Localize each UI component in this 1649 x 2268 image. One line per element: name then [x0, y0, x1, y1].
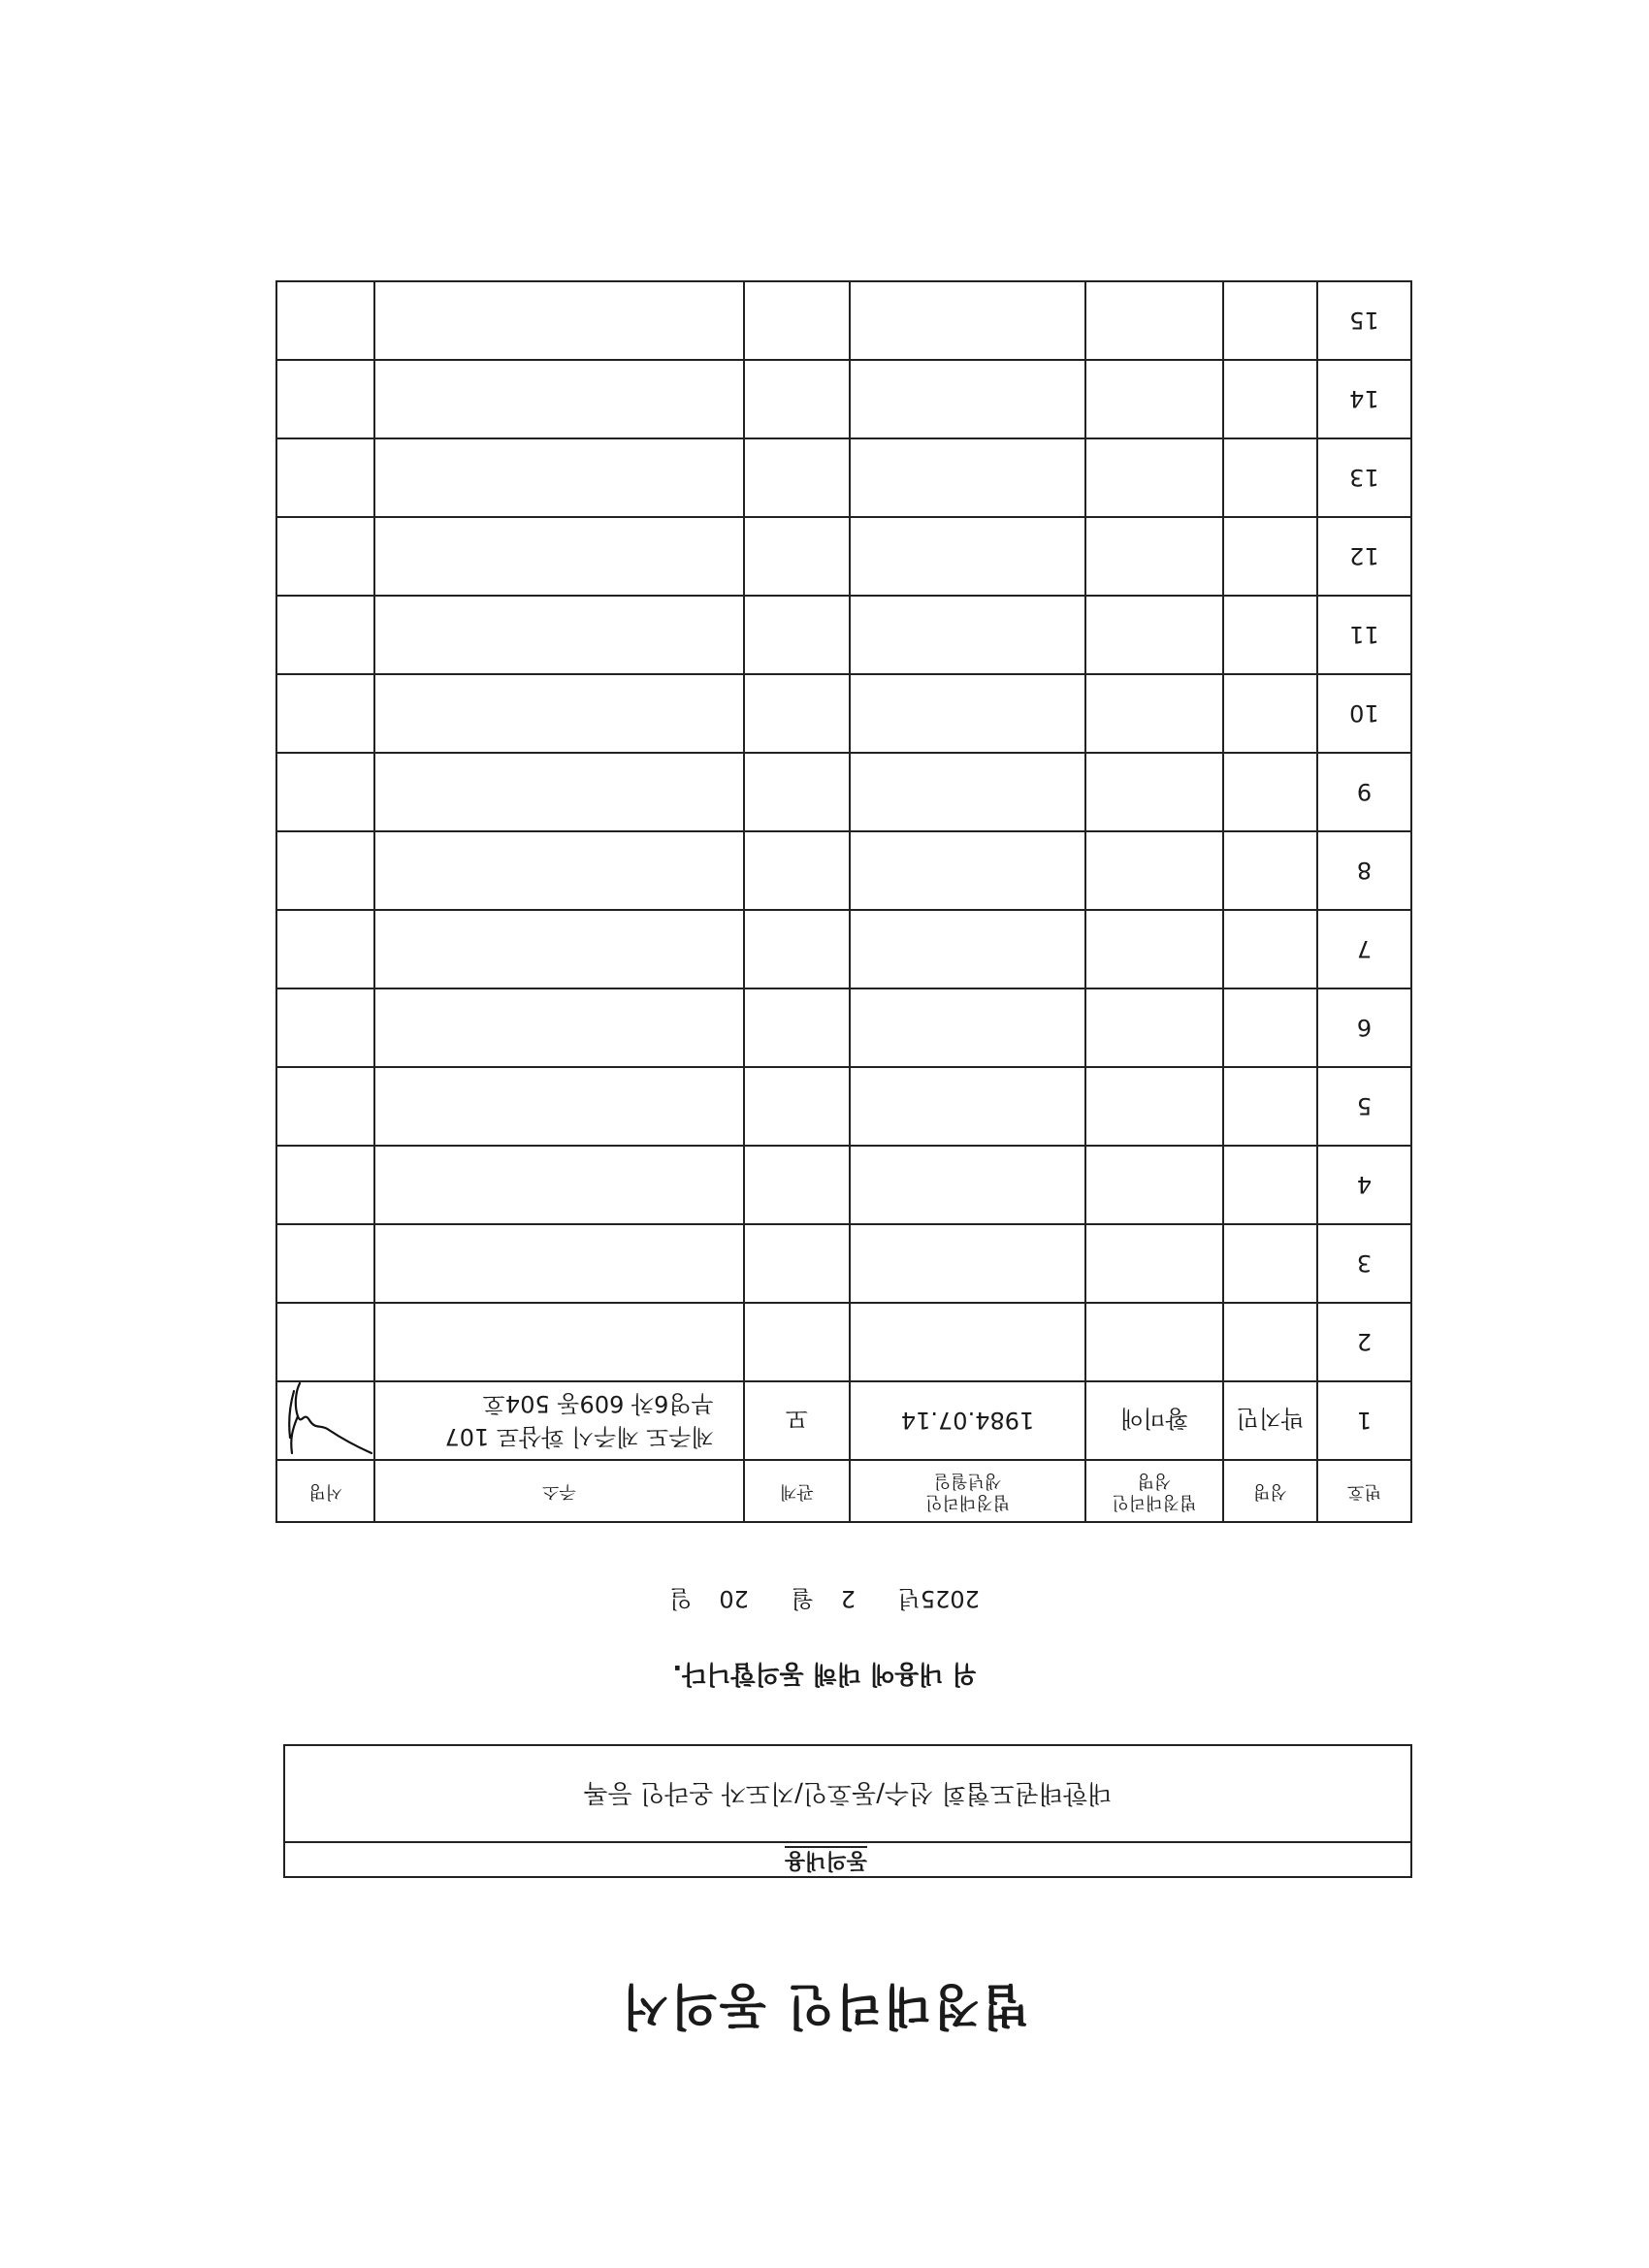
cell-relation	[744, 674, 850, 753]
cell-guardian-name	[1085, 831, 1223, 910]
table-row	[276, 1067, 1411, 1146]
address-line2: 부영6차 609동 504호	[482, 1390, 714, 1418]
cell-name	[1223, 517, 1317, 596]
cell-relation	[744, 517, 850, 596]
cell-no: 10	[1317, 674, 1411, 753]
cell-name	[1223, 831, 1317, 910]
cell-guardian-birth	[850, 438, 1085, 517]
cell-name	[1223, 360, 1317, 438]
cell-guardian-birth	[850, 1067, 1085, 1146]
table-row	[276, 281, 1411, 360]
cell-guardian-birth	[850, 910, 1085, 988]
cell-name	[1223, 1067, 1317, 1146]
date-year: 2025년	[897, 1585, 980, 1612]
table-row	[276, 831, 1411, 910]
cell-address	[374, 360, 744, 438]
cell-name	[1223, 1303, 1317, 1381]
address-line1: 제주도 제주시 화삼로 107	[444, 1423, 714, 1451]
cell-signature	[276, 360, 374, 438]
table-row	[276, 988, 1411, 1067]
cell-no: 2	[1317, 1303, 1411, 1381]
cell-signature	[276, 438, 374, 517]
cell-no: 7	[1317, 910, 1411, 988]
cell-guardian-birth	[850, 360, 1085, 438]
header-address: 주소	[374, 1460, 744, 1522]
cell-guardian-name	[1085, 1224, 1223, 1303]
cell-address	[374, 1224, 744, 1303]
cell-no: 15	[1317, 281, 1411, 360]
cell-guardian-birth	[850, 517, 1085, 596]
cell-address	[374, 517, 744, 596]
header-name: 성명	[1223, 1460, 1317, 1522]
cell-relation	[744, 438, 850, 517]
signature-icon	[276, 1382, 373, 1459]
cell-relation	[744, 1067, 850, 1146]
cell-relation	[744, 831, 850, 910]
cell-signature	[276, 674, 374, 753]
cell-relation	[744, 988, 850, 1067]
cell-guardian-name	[1085, 988, 1223, 1067]
cell-no: 3	[1317, 1224, 1411, 1303]
cell-signature	[276, 831, 374, 910]
cell-signature	[276, 910, 374, 988]
cell-signature	[276, 1303, 374, 1381]
header-guardian-name	[1085, 1460, 1223, 1522]
cell-name	[1223, 438, 1317, 517]
cell-no: 11	[1317, 596, 1411, 674]
cell-name	[1223, 596, 1317, 674]
cell-name	[1223, 988, 1317, 1067]
cell-guardian-name	[1085, 910, 1223, 988]
header-guardian-name-line2: 성명	[1137, 1471, 1172, 1491]
cell-no: 4	[1317, 1146, 1411, 1224]
cell-no: 5	[1317, 1067, 1411, 1146]
cell-relation: 모	[744, 1381, 850, 1460]
cell-guardian-name	[1085, 438, 1223, 517]
cell-signature	[276, 1067, 374, 1146]
document-title: 법정대리인 동의서	[620, 1978, 1029, 2034]
cell-signature	[276, 596, 374, 674]
cell-relation	[744, 1224, 850, 1303]
table-row	[276, 1381, 1411, 1460]
cell-guardian-birth	[850, 281, 1085, 360]
cell-relation	[744, 910, 850, 988]
consent-content: 대한태권도협회 선수/동호인/지도자 온라인 등록	[583, 1778, 1113, 1807]
cell-relation	[744, 1146, 850, 1224]
cell-name	[1223, 674, 1317, 753]
cell-guardian-name	[1085, 596, 1223, 674]
cell-address	[374, 596, 744, 674]
cell-relation	[744, 596, 850, 674]
table-row	[276, 1303, 1411, 1381]
cell-relation	[744, 360, 850, 438]
cell-no: 6	[1317, 988, 1411, 1067]
cell-guardian-name	[1085, 517, 1223, 596]
cell-signature	[276, 1381, 374, 1460]
cell-guardian-birth	[850, 674, 1085, 753]
date-month: 2	[840, 1585, 856, 1612]
cell-address	[374, 753, 744, 831]
table-row	[276, 674, 1411, 753]
header-guardian-birth-line2: 생년월일	[933, 1471, 1002, 1491]
table-header-row	[276, 1460, 1411, 1522]
table-row	[276, 360, 1411, 438]
cell-guardian-birth: 1984.07.14	[850, 1381, 1085, 1460]
consent-heading	[285, 1841, 1410, 1876]
header-guardian-birth-line1: 법정대리인	[925, 1492, 1011, 1512]
cell-guardian-name	[1085, 360, 1223, 438]
table-row	[276, 438, 1411, 517]
cell-no: 14	[1317, 360, 1411, 438]
cell-guardian-birth	[850, 1224, 1085, 1303]
table-row	[276, 517, 1411, 596]
cell-no: 12	[1317, 517, 1411, 596]
cell-signature	[276, 281, 374, 360]
cell-guardian-birth	[850, 831, 1085, 910]
cell-address	[374, 831, 744, 910]
cell-guardian-name	[1085, 281, 1223, 360]
date-day-unit: 일	[669, 1585, 693, 1612]
cell-address	[374, 910, 744, 988]
cell-signature	[276, 753, 374, 831]
cell-guardian-name	[1085, 1146, 1223, 1224]
cell-name: 박지민	[1223, 1381, 1317, 1460]
cell-address	[374, 281, 744, 360]
header-guardian-name-line1: 법정대리인	[1112, 1492, 1197, 1512]
table-row	[276, 910, 1411, 988]
cell-signature	[276, 1146, 374, 1224]
consent-heading-text: 동의내용	[784, 1848, 867, 1872]
cell-guardian-birth	[850, 596, 1085, 674]
header-relation: 관계	[744, 1460, 850, 1522]
cell-guardian-birth	[850, 988, 1085, 1067]
cell-no: 1	[1317, 1381, 1411, 1460]
cell-guardian-name	[1085, 1303, 1223, 1381]
cell-name	[1223, 753, 1317, 831]
cell-guardian-name	[1085, 1067, 1223, 1146]
header-signature: 서명	[276, 1460, 374, 1522]
cell-address	[374, 1146, 744, 1224]
cell-no: 9	[1317, 753, 1411, 831]
cell-signature	[276, 1224, 374, 1303]
cell-guardian-name: 황미애	[1085, 1381, 1223, 1460]
table-row	[276, 1146, 1411, 1224]
cell-name	[1223, 910, 1317, 988]
signing-date	[0, 1584, 1649, 1618]
cell-guardian-birth	[850, 753, 1085, 831]
consent-box	[283, 1744, 1412, 1878]
cell-guardian-birth	[850, 1146, 1085, 1224]
cell-name	[1223, 281, 1317, 360]
cell-address	[374, 674, 744, 753]
guardian-table	[275, 280, 1412, 1523]
cell-signature	[276, 988, 374, 1067]
cell-guardian-birth	[850, 1303, 1085, 1381]
cell-address	[374, 988, 744, 1067]
cell-address	[374, 1303, 744, 1381]
cell-relation	[744, 1303, 850, 1381]
date-day: 20	[719, 1585, 749, 1612]
date-month-unit: 월	[791, 1585, 814, 1612]
cell-relation	[744, 753, 850, 831]
cell-name	[1223, 1146, 1317, 1224]
cell-guardian-name	[1085, 674, 1223, 753]
table-row	[276, 753, 1411, 831]
cell-no: 8	[1317, 831, 1411, 910]
table-row	[276, 596, 1411, 674]
header-guardian-birth	[850, 1460, 1085, 1522]
header-no: 번호	[1317, 1460, 1411, 1522]
cell-no: 13	[1317, 438, 1411, 517]
cell-guardian-name	[1085, 753, 1223, 831]
cell-address	[374, 438, 744, 517]
cell-address	[374, 1067, 744, 1146]
cell-signature	[276, 517, 374, 596]
cell-address	[374, 1381, 744, 1460]
cell-relation	[744, 281, 850, 360]
table-row	[276, 1224, 1411, 1303]
consent-statement: 위 내용에 대해 동의합니다.	[672, 1659, 977, 1688]
cell-name	[1223, 1224, 1317, 1303]
